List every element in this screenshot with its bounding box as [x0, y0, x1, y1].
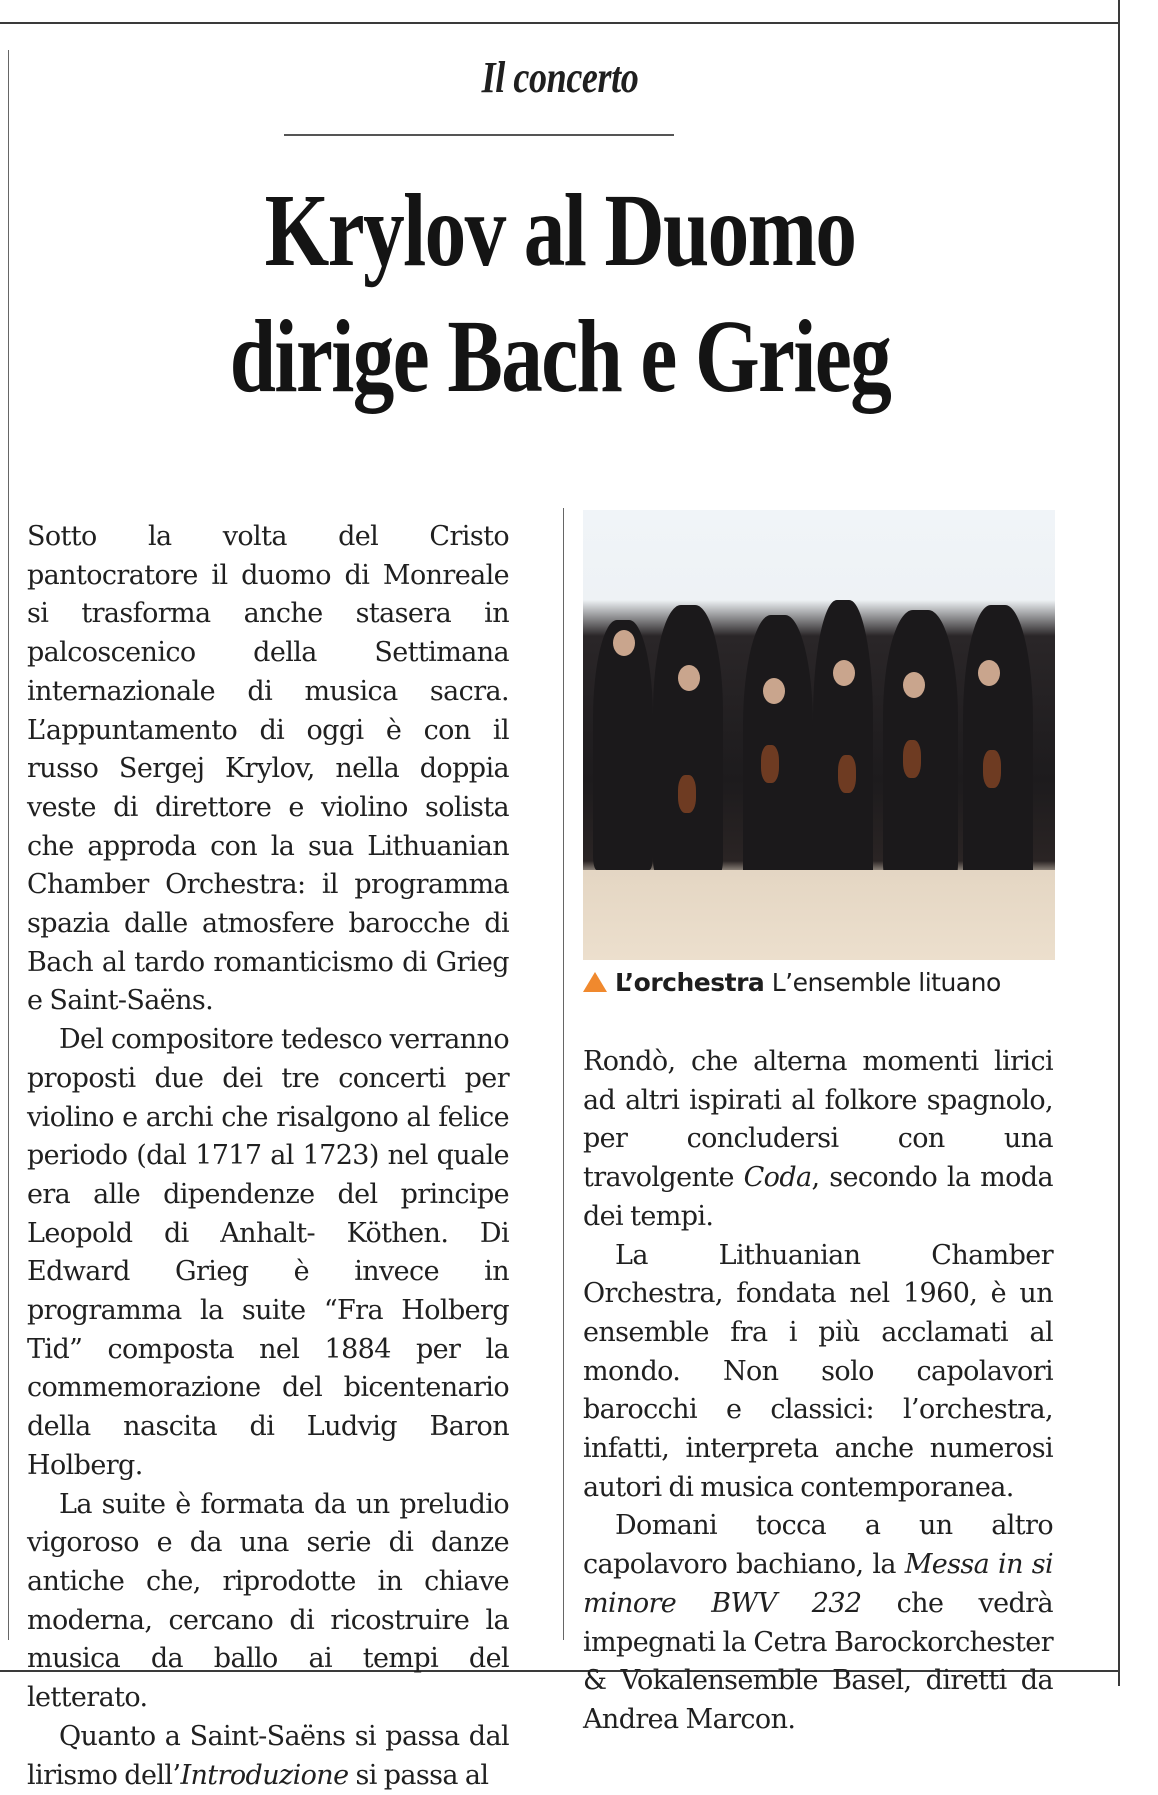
- text: , secondo la moda dei tempi.: [583, 1162, 1053, 1232]
- paragraph: La Lithuanian Chamber Orchestra, fondata nel 1960, è un ensemble fra i più acclamati al mondo. Non solo capolavori barocchi e classici: l’orchestra, infatti, interpreta anche numerosi autori di musica contemporanea.: [583, 1239, 1053, 1503]
- text: Domani tocca a un altro capolavoro bachiano, la: [583, 1510, 1053, 1581]
- headline: [0, 168, 1120, 420]
- italic-title: Messa in si minore BWV 232: [583, 1549, 1054, 1619]
- photo-caption: [583, 968, 1001, 997]
- section-kicker: Il concerto: [481, 53, 639, 102]
- top-rule: [0, 22, 1120, 24]
- text: Quanto a Saint-Saëns si passa dal lirismo dell’: [27, 1720, 509, 1791]
- kicker-underline: [284, 134, 674, 136]
- caption-text: L’ensemble lituano: [764, 968, 1001, 997]
- headline-line-2: dirige Bach e Grieg: [229, 299, 891, 414]
- paragraph: [27, 1718, 509, 1795]
- headline-line-1: Krylov al Duomo: [264, 173, 856, 288]
- paragraph: [583, 1043, 1053, 1237]
- paragraph: La suite è formata da un preludio vigoroso e da una serie di danze antiche che, riprodotte in chiave moderna, cercano di ricostruire la musica da ballo ai tempi del letterato.: [27, 1488, 509, 1714]
- paragraph: Sotto la volta del Cristo pantocratore il duomo di Monreale si trasforma anche stasera in palcoscenico della Settimana internazionale di musica sacra. L’appuntamento di oggi è con il russo Sergej Krylov, nella doppia veste di direttore e violino solista che approda con la sua Lithuanian Chamber Orchestra: il programma spazia dalle atmosfere barocche di Bach al tardo romanticismo di Grieg e Saint-Saëns.: [27, 521, 509, 1017]
- paragraph: [583, 1507, 1053, 1739]
- text: Rondò, che alterna momenti lirici ad altri ispirati al folkore spagnolo, per concludersi con una travolgente: [583, 1046, 1053, 1194]
- triangle-up-icon: [583, 972, 607, 992]
- left-column: [27, 518, 509, 1795]
- orchestra-photo: [583, 510, 1055, 960]
- paragraph: Del compositore tedesco verranno proposti due dei tre concerti per violino e archi che risalgono al felice periodo (dal 1717 al 1723) nel quale era alle dipendenze del principe Leopold di Anhalt- Köthen. Di Edward Grieg è invece in programma la suite “Fra Holberg Tid” composta nel 1884 per la commemorazione del bicentenario della nascita di Ludvig Baron Holberg.: [27, 1024, 509, 1481]
- caption-title: L’orchestra: [615, 968, 765, 997]
- italic-term: Coda: [743, 1162, 812, 1194]
- italic-title: Introduzione: [180, 1759, 349, 1791]
- text: che vedrà impegnati la Cetra Barockorchester & Vokalensemble Basel, diretti da Andrea Marcon.: [583, 1587, 1053, 1735]
- right-column: [583, 1043, 1053, 1740]
- column-divider: [563, 508, 564, 1640]
- text: si passa al: [348, 1759, 489, 1791]
